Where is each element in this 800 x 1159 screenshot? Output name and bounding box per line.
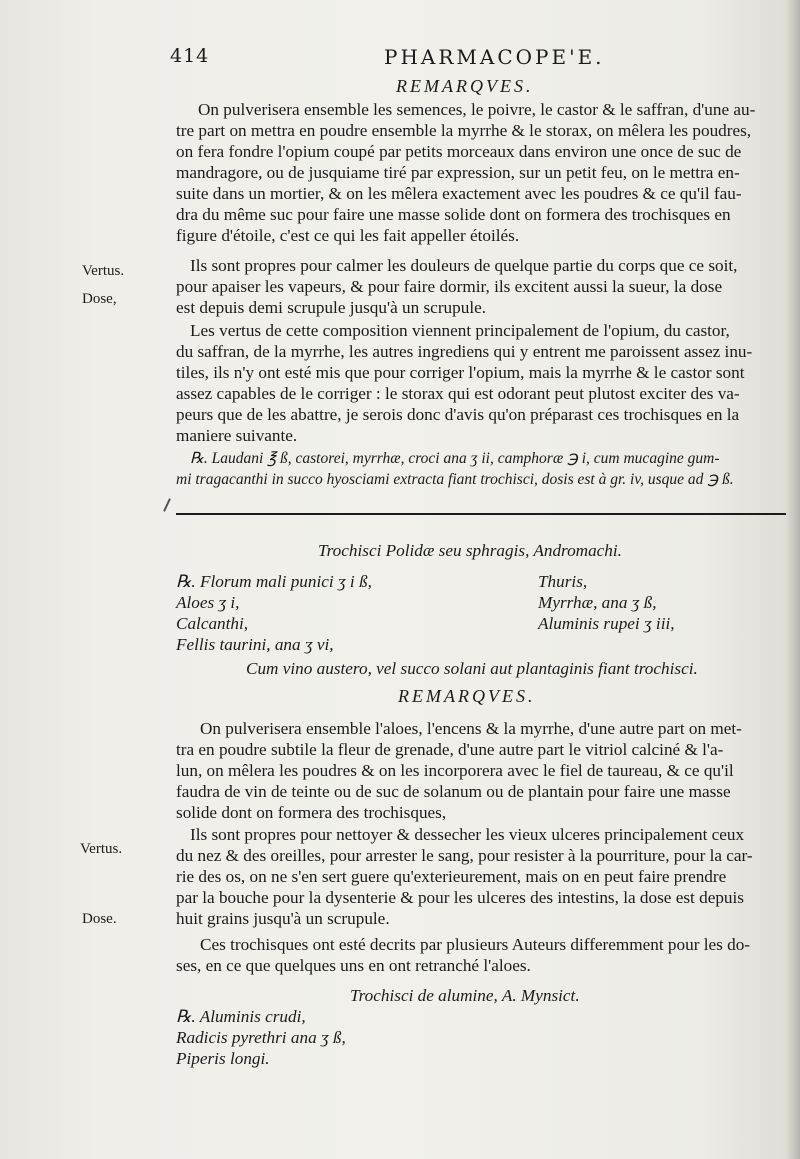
text-line: du saffran, de la myrrhe, les autres ingrediens qui y entrent me paroissent assez inu- [176, 342, 753, 361]
trochisci-instruction: Cum vino austero, vel succo solani aut plantaginis fiant trochisci. [246, 659, 698, 678]
paragraph-virtues-1 [176, 255, 776, 318]
text-line: lun, on mêlera les poudres & on les incorporera avec le fiel de taureau, & ce qu'il [176, 761, 734, 780]
trochisci-polidae-title: Trochisci Polidæ seu sphragis, Andromachi. [318, 541, 622, 560]
text-line: solide dont on formera des trochisques, [176, 803, 447, 822]
margin-note-dose-2: Dose. [82, 911, 117, 927]
remarques-heading-1: REMARQVES. [396, 76, 534, 96]
text-line: faudra de vin de teinte ou de suc de solanum ou de plantain pour faire une masse [176, 782, 731, 801]
paragraph-preparation-2 [176, 718, 784, 823]
text-line: suite dans un mortier, & on les mêlera exactement avec les poudres & ce qu'il fau- [176, 184, 742, 203]
page-number: 414 [170, 45, 210, 67]
text-line: maniere suivante. [176, 426, 298, 445]
text-line: ℞. Laudani ℥ ß, castorei, myrrhæ, croci ana ʒ ii, camphoræ ℈ i, cum mucagine gum- [190, 450, 720, 467]
paragraph-authors [176, 934, 784, 976]
ingredient-line: Aloes ʒ i, [176, 593, 240, 612]
paragraph-composition-1 [176, 320, 776, 446]
text-line: ses, en ce que quelques uns en ont retranché l'aloes. [176, 956, 531, 975]
recipe-laudanum [176, 448, 786, 490]
text-line: dra du même suc pour faire une masse solide dont on formera des trochisques en [176, 205, 731, 224]
ingredient-line: Calcanthi, [176, 614, 249, 633]
text-line: Ces trochisques ont esté decrits par plusieurs Auteurs differemment pour les do- [200, 935, 751, 954]
text-line: figure d'étoile, c'est ce qui les fait appeller étoilés. [176, 226, 520, 245]
text-line: On pulverisera ensemble l'aloes, l'encens & la myrrhe, d'une autre part on met- [200, 719, 742, 738]
ingredient-line: Piperis longi. [176, 1049, 270, 1068]
running-title: PHARMACOPE'E. [384, 45, 605, 69]
text-line: assez capables de le corriger : le storax qui est odorant peut plutost exciter des va- [176, 384, 740, 403]
text-line: du nez & des oreilles, pour arrester le sang, pour resister à la pourriture, pour la car- [176, 846, 753, 865]
text-line: par la bouche pour la dysenterie & pour les ulceres des intestins, la dose est depuis [176, 888, 744, 907]
ingredient-line: ℞. Florum mali punici ʒ i ß, [176, 572, 372, 591]
text-line: mandragore, ou de jusquiame tiré par expression, sur un petit feu, on le mettra en- [176, 163, 740, 182]
ingredients-right [538, 571, 778, 634]
margin-note-dose: Dose, [82, 291, 117, 307]
ingredients-alumine [176, 1006, 576, 1069]
margin-note-vertus: Vertus. [82, 263, 125, 279]
text-line: est depuis demi scrupule jusqu'à un scrupule. [176, 298, 487, 317]
remarques-heading-2: REMARQVES. [398, 686, 536, 706]
margin-note-vertus-2: Vertus. [80, 841, 123, 857]
ingredient-line: Myrrhæ, ana ʒ ß, [538, 593, 657, 612]
ingredient-line: Thuris, [538, 572, 588, 591]
ingredients-left [176, 571, 476, 655]
text-line: tre part on mettra en poudre ensemble la myrrhe & le storax, on mêlera les poudres, [176, 121, 752, 140]
text-line: pour apaiser les vapeurs, & pour faire dormir, ils excitent aussi la sueur, la dose [176, 277, 723, 296]
ingredient-line: ℞. Aluminis crudi, [176, 1007, 306, 1026]
ink-mark [163, 498, 171, 512]
ingredient-line: Aluminis rupei ʒ iii, [538, 614, 675, 633]
trochisci-alumine-title: Trochisci de alumine, A. Mynsict. [350, 986, 580, 1005]
text-line: Ils sont propres pour nettoyer & dessecher les vieux ulceres principalement ceux [190, 825, 745, 844]
text-line: peurs que de les abattre, je serois donc d'avis qu'on préparast ces trochisques en la [176, 405, 740, 424]
text-line: Ils sont propres pour calmer les douleurs de quelque partie du corps que ce soit, [190, 256, 738, 275]
text-line: Les vertus de cette composition viennent principalement de l'opium, du castor, [190, 321, 730, 340]
text-line: huit grains jusqu'à un scrupule. [176, 909, 390, 928]
section-divider [176, 513, 786, 515]
text-line: rie des os, on ne s'en sert guere qu'exterieurement, mais on en peut faire prendre [176, 867, 727, 886]
text-line: tiles, ils n'y ont esté mis que pour corriger l'opium, mais la myrrhe & le castor sont [176, 363, 745, 382]
paragraph-virtues-2 [176, 824, 784, 929]
text-line: On pulverisera ensemble les semences, le poivre, le castor & le saffran, d'une au- [198, 100, 756, 119]
text-line: on fera fondre l'opium coupé par petits morceaux dans environ une once de suc de [176, 142, 742, 161]
paragraph-preparation-1 [176, 99, 776, 246]
ingredient-line: Fellis taurini, ana ʒ vi, [176, 635, 334, 654]
ingredient-line: Radicis pyrethri ana ʒ ß, [176, 1028, 346, 1047]
text-line: mi tragacanthi in succo hyosciami extracta fiant trochisci, dosis est à gr. iv, usque ad ℈ ß. [176, 471, 734, 488]
text-line: tra en poudre subtile la fleur de grenade, d'une autre part le vitriol calciné & l'a- [176, 740, 724, 759]
